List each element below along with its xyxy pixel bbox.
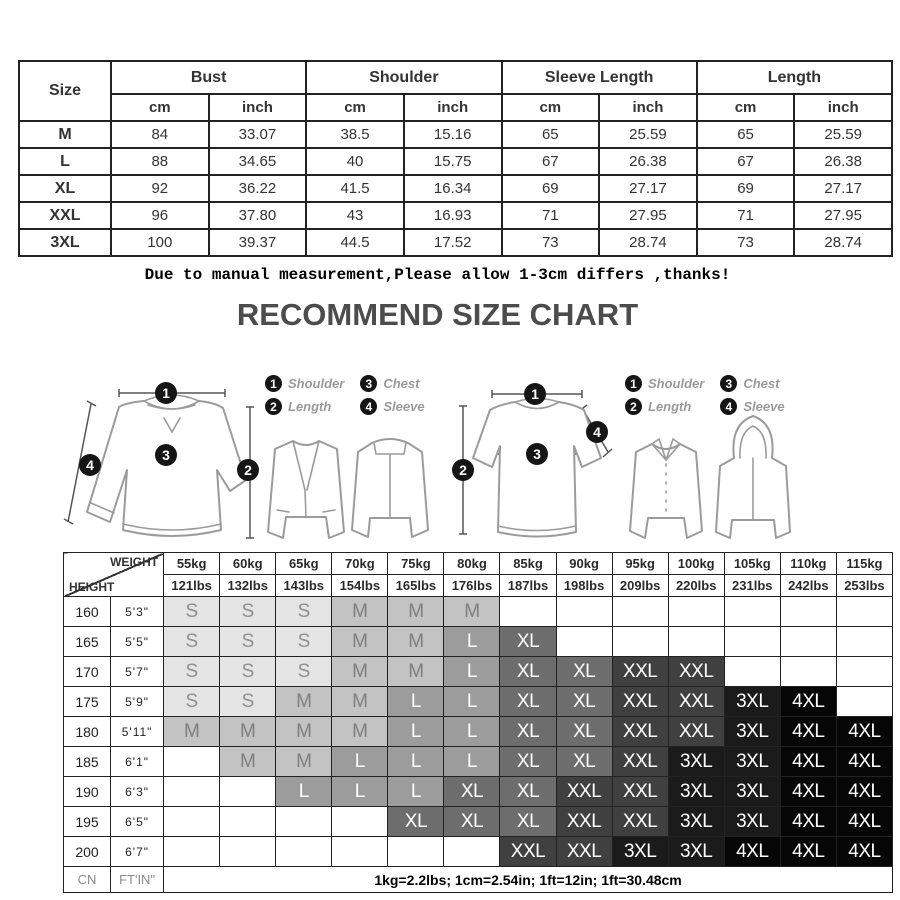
blazer-outline [268,441,344,538]
size-cell-XL: XL [556,747,612,777]
measurement-table [18,60,893,257]
size-cell-XXL: XXL [500,837,556,867]
size-cell-4XL: 4XL [836,777,892,807]
legend-item [265,372,344,395]
recommend-chart-title: RECOMMEND SIZE CHART [236,297,639,332]
measurement-note: Due to manual measurement,Please allow 1-3cm differs ,thanks! [144,266,731,284]
height-cm: 165 [64,627,111,657]
legend-item [625,372,704,395]
garment-diagrams [60,370,900,552]
short-sleeve-diagram-group [440,370,815,552]
size-cell-XXL: XXL [556,777,612,807]
size-label: XXL [19,202,111,229]
size-cell-XL: XL [556,687,612,717]
height-row [64,717,893,747]
weight-lbs-header: 132lbs [220,575,276,597]
weight-kg-header: 115kg [836,553,892,575]
height-cm: 170 [64,657,111,687]
size-cell-L: L [276,777,332,807]
size-cell-empty [556,597,612,627]
size-row [19,229,892,256]
size-cell-4XL: 4XL [780,687,836,717]
size-label: XL [19,175,111,202]
measure-value: 88 [111,148,209,175]
measure-group-header: Sleeve Length [502,61,697,94]
measure-value: 25.59 [599,121,697,148]
size-cell-M: M [220,747,276,777]
measure-value: 65 [502,121,600,148]
size-cell-M: M [276,747,332,777]
size-cell-empty [780,657,836,687]
height-row [64,777,893,807]
weight-kg-header: 75kg [388,553,444,575]
legend-number-badge: 2 [625,398,642,415]
size-cell-empty [668,597,724,627]
legend-label: Chest [383,376,420,391]
measure-value: 65 [697,121,795,148]
recommend-table-head [64,553,893,597]
size-cell-3XL: 3XL [668,747,724,777]
measure-value: 84 [111,121,209,148]
size-cell-S: S [220,627,276,657]
weight-lbs-header: 165lbs [388,575,444,597]
measure-value: 34.65 [209,148,307,175]
conversion-note: 1kg=2.2lbs; 1cm=2.54in; 1ft=12in; 1ft=30.48cm [164,867,893,893]
size-cell-XXL: XXL [612,807,668,837]
height-ftin: 5'9" [111,687,164,717]
legend-number-badge: 3 [720,375,737,392]
measure-value: 69 [502,175,600,202]
size-cell-empty [780,627,836,657]
size-cell-M: M [276,717,332,747]
legend-number-badge: 1 [625,375,642,392]
weight-lbs-header: 231lbs [724,575,780,597]
size-cell-3XL: 3XL [668,837,724,867]
size-cell-XL: XL [444,777,500,807]
measure-marker-4: 4 [79,454,101,476]
height-row [64,837,893,867]
size-cell-4XL: 4XL [836,717,892,747]
size-row [19,175,892,202]
size-cell-XL: XL [500,747,556,777]
measure-value: 38.5 [306,121,404,148]
weight-kg-header: 80kg [444,553,500,575]
size-cell-4XL: 4XL [836,807,892,837]
size-label: L [19,148,111,175]
size-cell-3XL: 3XL [612,837,668,867]
weight-axis-label: WEIGHT [110,555,159,569]
weight-lbs-header: 242lbs [780,575,836,597]
size-cell-XL: XL [500,717,556,747]
size-cell-M: M [332,657,388,687]
legend-item [360,372,424,395]
measure-value: 73 [697,229,795,256]
size-cell-S: S [164,627,220,657]
size-cell-3XL: 3XL [724,807,780,837]
size-cell-M: M [388,597,444,627]
size-cell-L: L [388,777,444,807]
size-cell-L: L [332,777,388,807]
measure-value: 17.52 [404,229,502,256]
unit-inch-header: inch [209,94,307,121]
size-row [19,202,892,229]
size-cell-S: S [164,657,220,687]
legend-label: Shoulder [648,376,705,391]
measure-value: 27.95 [794,202,892,229]
size-cell-XL: XL [500,657,556,687]
height-cm: 200 [64,837,111,867]
weight-lbs-header: 143lbs [276,575,332,597]
measure-value: 26.38 [794,148,892,175]
measure-value: 36.22 [209,175,307,202]
height-row [64,627,893,657]
height-row [64,747,893,777]
size-cell-XL: XL [444,807,500,837]
measure-value: 15.16 [404,121,502,148]
size-cell-3XL: 3XL [668,807,724,837]
measure-value: 28.74 [599,229,697,256]
measure-value: 27.95 [599,202,697,229]
size-cell-empty [836,597,892,627]
size-cell-4XL: 4XL [780,807,836,837]
size-cell-S: S [220,687,276,717]
size-cell-M: M [332,717,388,747]
size-cell-4XL: 4XL [780,777,836,807]
height-ftin: 6'1" [111,747,164,777]
size-cell-XL: XL [556,717,612,747]
measure-group-header: Shoulder [306,61,501,94]
measure-marker-4: 4 [586,421,608,443]
size-cell-L: L [444,687,500,717]
size-cell-XL: XL [500,687,556,717]
height-cm: 175 [64,687,111,717]
measure-value: 67 [697,148,795,175]
size-cell-3XL: 3XL [668,777,724,807]
height-row [64,657,893,687]
measure-marker-2: 2 [237,459,259,481]
measure-legend [625,372,785,418]
size-cell-empty [164,807,220,837]
long-sleeve-diagram-group [60,370,435,552]
measure-value: 73 [502,229,600,256]
legend-item [265,395,344,418]
weight-kg-header: 60kg [220,553,276,575]
weight-lbs-header: 220lbs [668,575,724,597]
measure-value: 43 [306,202,404,229]
size-cell-4XL: 4XL [724,837,780,867]
size-cell-M: M [388,657,444,687]
height-ftin: 6'5" [111,807,164,837]
size-cell-empty [612,627,668,657]
size-cell-empty [668,627,724,657]
size-cell-L: L [388,687,444,717]
legend-label: Shoulder [288,376,345,391]
size-cell-XL: XL [500,807,556,837]
size-cell-XL: XL [500,627,556,657]
size-cell-empty [388,837,444,867]
measure-value: 39.37 [209,229,307,256]
height-row [64,807,893,837]
height-cm: 185 [64,747,111,777]
size-cell-S: S [164,687,220,717]
legend-item [720,372,784,395]
size-cell-XL: XL [388,807,444,837]
size-cell-XXL: XXL [612,687,668,717]
size-cell-L: L [444,657,500,687]
measure-value: 92 [111,175,209,202]
height-ftin: 5'11" [111,717,164,747]
weight-lbs-header: 198lbs [556,575,612,597]
weight-kg-header: 95kg [612,553,668,575]
height-cm: 160 [64,597,111,627]
size-cell-L: L [388,717,444,747]
size-label: M [19,121,111,148]
size-cell-empty [444,837,500,867]
unit-inch-header: inch [794,94,892,121]
legend-number-badge: 3 [360,375,377,392]
size-cell-empty [164,837,220,867]
measure-value: 71 [697,202,795,229]
size-cell-empty [164,747,220,777]
measure-value: 16.93 [404,202,502,229]
size-cell-XXL: XXL [612,777,668,807]
measure-value: 28.74 [794,229,892,256]
measure-marker-2: 2 [452,459,474,481]
measure-value: 26.38 [599,148,697,175]
legend-item [720,395,784,418]
measure-value: 69 [697,175,795,202]
size-cell-4XL: 4XL [780,717,836,747]
size-cell-S: S [276,657,332,687]
size-cell-M: M [444,597,500,627]
size-label: 3XL [19,229,111,256]
measure-value: 27.17 [599,175,697,202]
legend-number-badge: 2 [265,398,282,415]
measure-value: 100 [111,229,209,256]
size-row [19,148,892,175]
measurement-table-head [19,61,892,121]
size-cell-empty [836,627,892,657]
measure-value: 40 [306,148,404,175]
size-cell-L: L [332,747,388,777]
weight-lbs-header: 176lbs [444,575,500,597]
legend-item [625,395,704,418]
measure-marker-3: 3 [155,444,177,466]
size-cell-empty [220,807,276,837]
legend-number-badge: 1 [265,375,282,392]
weight-kg-header: 55kg [164,553,220,575]
unit-cm-header: cm [111,94,209,121]
legend-label: Chest [743,376,780,391]
height-ftin: 6'3" [111,777,164,807]
size-cell-L: L [444,717,500,747]
cn-unit-label: CN [64,867,111,893]
size-cell-3XL: 3XL [724,777,780,807]
height-ftin: 6'7" [111,837,164,867]
size-cell-M: M [388,627,444,657]
size-cell-XXL: XXL [668,687,724,717]
height-ftin: 5'7" [111,657,164,687]
size-cell-empty [724,627,780,657]
weight-kg-header: 110kg [780,553,836,575]
legend-label: Length [648,399,692,414]
unit-cm-header: cm [502,94,600,121]
measure-value: 37.80 [209,202,307,229]
size-cell-empty [332,807,388,837]
measure-value: 33.07 [209,121,307,148]
size-cell-empty [332,837,388,867]
size-cell-3XL: 3XL [724,747,780,777]
unit-inch-header: inch [404,94,502,121]
measure-value: 67 [502,148,600,175]
size-cell-XXL: XXL [556,837,612,867]
weight-lbs-header: 121lbs [164,575,220,597]
size-cell-L: L [388,747,444,777]
height-cm: 180 [64,717,111,747]
size-cell-XXL: XXL [556,807,612,837]
size-cell-4XL: 4XL [836,747,892,777]
size-cell-empty [220,777,276,807]
size-cell-XL: XL [500,777,556,807]
size-cell-XXL: XXL [612,657,668,687]
size-cell-S: S [276,597,332,627]
measure-value: 41.5 [306,175,404,202]
weight-lbs-header: 154lbs [332,575,388,597]
size-cell-M: M [220,717,276,747]
legend-label: Length [288,399,332,414]
measure-marker-1: 1 [155,382,177,404]
tshirt-outline [473,399,601,537]
legend-label: Sleeve [383,399,425,414]
size-cell-empty [612,597,668,627]
size-cell-L: L [444,627,500,657]
size-cell-4XL: 4XL [780,747,836,777]
size-cell-3XL: 3XL [724,687,780,717]
measure-group-header: Bust [111,61,306,94]
height-row [64,687,893,717]
size-cell-empty [780,597,836,627]
size-cell-empty [836,687,892,717]
measure-legend [265,372,425,418]
measure-value: 44.5 [306,229,404,256]
size-cell-S: S [276,627,332,657]
size-cell-empty [220,837,276,867]
ftin-unit-label: FT'IN" [111,867,164,893]
size-cell-empty [500,597,556,627]
size-cell-XL: XL [556,657,612,687]
size-cell-empty [724,657,780,687]
size-cell-XXL: XXL [668,717,724,747]
size-cell-empty [836,657,892,687]
recommend-size-table [63,552,893,893]
size-cell-XXL: XXL [612,747,668,777]
size-cell-L: L [444,747,500,777]
weight-kg-header: 100kg [668,553,724,575]
weight-kg-header: 105kg [724,553,780,575]
height-cm: 195 [64,807,111,837]
measure-marker-3: 3 [526,443,548,465]
legend-item [360,395,424,418]
weight-kg-header: 70kg [332,553,388,575]
measure-value: 15.75 [404,148,502,175]
size-cell-M: M [164,717,220,747]
measure-marker-1: 1 [524,383,546,405]
size-cell-M: M [332,597,388,627]
size-cell-M: M [332,627,388,657]
size-cell-empty [276,837,332,867]
size-cell-empty [276,807,332,837]
measure-group-header: Length [697,61,892,94]
size-cell-3XL: 3XL [724,717,780,747]
height-ftin: 5'3" [111,597,164,627]
size-column-header: Size [19,61,111,121]
measure-value: 96 [111,202,209,229]
size-cell-empty [724,597,780,627]
size-row [19,121,892,148]
measure-value: 25.59 [794,121,892,148]
unit-cm-header: cm [306,94,404,121]
unit-cm-header: cm [697,94,795,121]
size-cell-S: S [220,657,276,687]
size-cell-M: M [332,687,388,717]
legend-number-badge: 4 [720,398,737,415]
jacket-outline [352,439,428,537]
legend-label: Sleeve [743,399,785,414]
weight-kg-header: 85kg [500,553,556,575]
weight-lbs-header: 253lbs [836,575,892,597]
weight-lbs-header: 209lbs [612,575,668,597]
size-cell-XXL: XXL [612,717,668,747]
height-row [64,597,893,627]
legend-number-badge: 4 [360,398,377,415]
weight-kg-header: 65kg [276,553,332,575]
size-cell-S: S [164,597,220,627]
weight-lbs-header: 187lbs [500,575,556,597]
height-ftin: 5'5" [111,627,164,657]
size-cell-S: S [220,597,276,627]
measure-value: 16.34 [404,175,502,202]
unit-inch-header: inch [599,94,697,121]
size-cell-4XL: 4XL [836,837,892,867]
size-cell-empty [556,627,612,657]
size-cell-4XL: 4XL [780,837,836,867]
size-cell-empty [164,777,220,807]
height-cm: 190 [64,777,111,807]
size-cell-M: M [276,687,332,717]
weight-kg-header: 90kg [556,553,612,575]
measure-value: 27.17 [794,175,892,202]
size-cell-XXL: XXL [668,657,724,687]
weight-height-diagonal-cell [64,553,164,597]
shirt-outline [630,439,702,538]
hoodie-outline [716,416,790,538]
measure-value: 71 [502,202,600,229]
height-axis-label: HEIGHT [69,580,115,594]
